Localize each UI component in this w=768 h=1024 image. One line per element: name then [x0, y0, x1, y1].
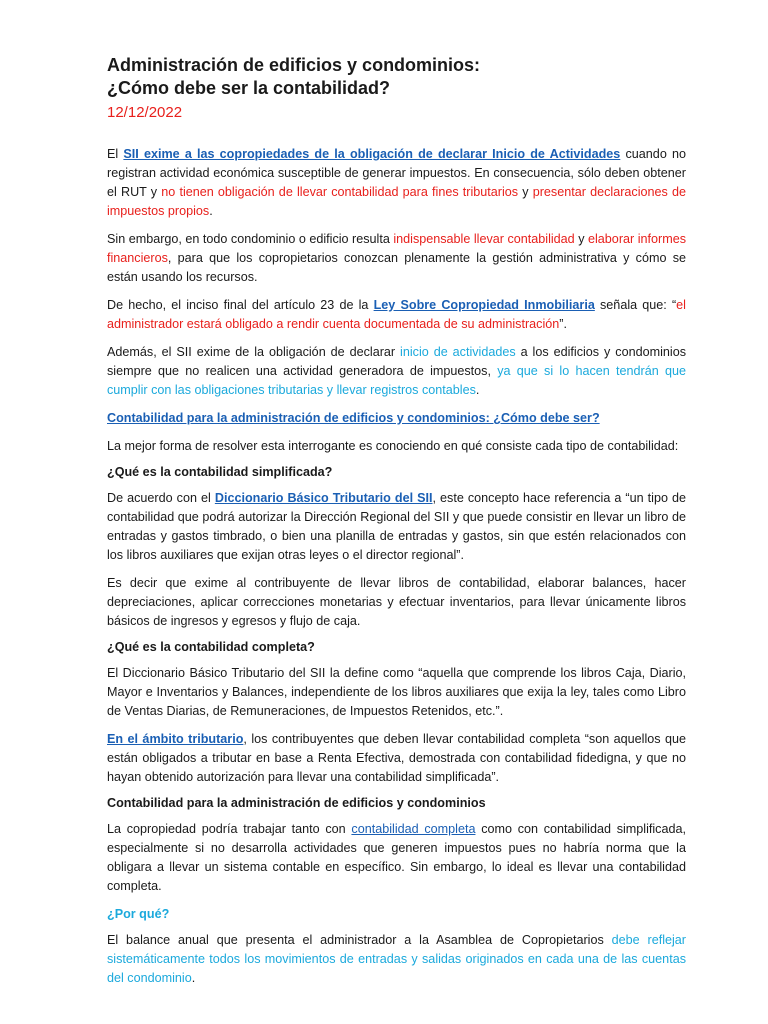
paragraph-2: Sin embargo, en todo condominio o edificio resulta indispensable llevar contabilidad y elaborar informes financieros, para que los copropietarios conozcan plenamente la gestión administrativa y cómo se están usando los recursos.: [107, 232, 686, 284]
paragraph-9: En el ámbito tributario, los contribuyentes que deben llevar contabilidad completa “son aquellos que están obligados a tributar en base a Renta Efectiva, demostrada con contabilidad fidedigna, y que no hayan obtenido autorización para llevar una contabilidad simplificada”.: [107, 732, 686, 784]
cyan-highlight: ya que si lo hacen tendrán que cumplir con las obligaciones tributarias y llevar registros contables: [107, 364, 686, 397]
title-line-1: Administración de edificios y condominios:: [107, 55, 481, 75]
section-link[interactable]: Contabilidad para la administración de edificios y condominios: ¿Cómo debe ser?: [107, 411, 600, 425]
red-quote: el administrador estará obligado a rendir cuenta documentada de su administración: [107, 298, 686, 331]
paragraph-8: El Diccionario Básico Tributario del SII la define como “aquella que comprende los libros Caja, Diario, Mayor e Inventarios y Balances, independiente de los libros auxiliares que exija la ley, tales como Libro de Ventas Diarias, de Remuneraciones, de Impuestos Retenidos, etc.”.: [107, 666, 686, 718]
paragraph-10: La copropiedad podría trabajar tanto con contabilidad completa como con contabilidad simplificada, especialmente si no desarrolla actividades que generen impuestos pues no habría norma que la obligara a llevar un sistema contable en específico. Sin embargo, lo ideal es llevar una contabilidad completa.: [107, 822, 686, 893]
heading-simplificada: ¿Qué es la contabilidad simplificada?: [107, 465, 333, 479]
title-line-2: ¿Cómo debe ser la contabilidad?: [107, 78, 391, 98]
paragraph-4: Además, el SII exime de la obligación de declarar inicio de actividades a los edificios y condominios siempre que no realicen una actividad generadora de impuestos, ya que si lo hacen tendrán que cumplir con las obligaciones tributarias y llevar registros contables.: [107, 345, 686, 397]
paragraph-5: La mejor forma de resolver esta interrogante es conociendo en qué consiste cada tipo de contabilidad:: [107, 439, 679, 453]
red-highlight: no tienen obligación de llevar contabilidad para fines tributarios: [161, 185, 519, 199]
paragraph-3: De hecho, el inciso final del artículo 23 de la Ley Sobre Copropiedad Inmobiliaria señala que: “el administrador estará obligado a rendir cuenta documentada de su administración”.: [107, 298, 686, 331]
publish-date: 12/12/2022: [107, 104, 183, 121]
red-highlight: presentar declaraciones de impuestos propios: [107, 185, 686, 218]
heading-admin: Contabilidad para la administración de edificios y condominios: [107, 796, 486, 810]
cyan-highlight: inicio de actividades: [400, 345, 516, 359]
red-highlight: elaborar informes financieros: [107, 232, 686, 265]
diccionario-link[interactable]: Diccionario Básico Tributario del SII: [214, 491, 433, 505]
ambito-tributario-link[interactable]: En el ámbito tributario: [107, 732, 244, 746]
sii-exime-link[interactable]: SII exime a las copropiedades de la obligación de declarar Inicio de Actividades: [123, 147, 621, 161]
page-title: [107, 54, 686, 100]
paragraph-11: El balance anual que presenta el administrador a la Asamblea de Copropietarios debe reflejar sistemáticamente todos los movimientos de entradas y salidas originados en cada una de las cuentas del condominio.: [107, 933, 686, 985]
paragraph-1: El SII exime a las copropiedades de la obligación de declarar Inicio de Actividades cuando no registran actividad económica susceptible de generar impuestos. En consecuencia, sólo deben obtener el RUT y no tienen obligación de llevar contabilidad para fines tributarios y presentar declaraciones de impuestos propios.: [107, 147, 686, 218]
document-page: [107, 54, 686, 988]
contabilidad-completa-link[interactable]: contabilidad completa: [351, 822, 476, 836]
paragraph-7: Es decir que exime al contribuyente de llevar libros de contabilidad, elaborar balances, hacer depreciaciones, aplicar correcciones monetarias y efectuar inventarios, para llevar únicamente libros básicos de ingresos y egresos y flujo de caja.: [107, 576, 686, 628]
paragraph-6: De acuerdo con el Diccionario Básico Tributario del SII, este concepto hace referencia a “un tipo de contabilidad que podrá autorizar la Dirección Regional del SII y que puede consistir en llevar un libro de entradas y gastos timbrado, o bien una planilla de entradas y gastos, sin que estén relacionados con los libros auxiliares que exijan otras leyes o el director regional”.: [107, 491, 686, 562]
red-highlight: indispensable llevar contabilidad: [393, 232, 575, 246]
ley-copropiedad-link[interactable]: Ley Sobre Copropiedad Inmobiliaria: [373, 298, 595, 312]
section-link-paragraph: [107, 409, 686, 428]
heading-por-que: ¿Por qué?: [107, 907, 170, 921]
cyan-highlight: debe reflejar sistemáticamente todos los movimientos de entradas y salidas originados en cada una de las cuentas del condominio: [107, 933, 686, 985]
heading-completa: ¿Qué es la contabilidad completa?: [107, 640, 315, 654]
